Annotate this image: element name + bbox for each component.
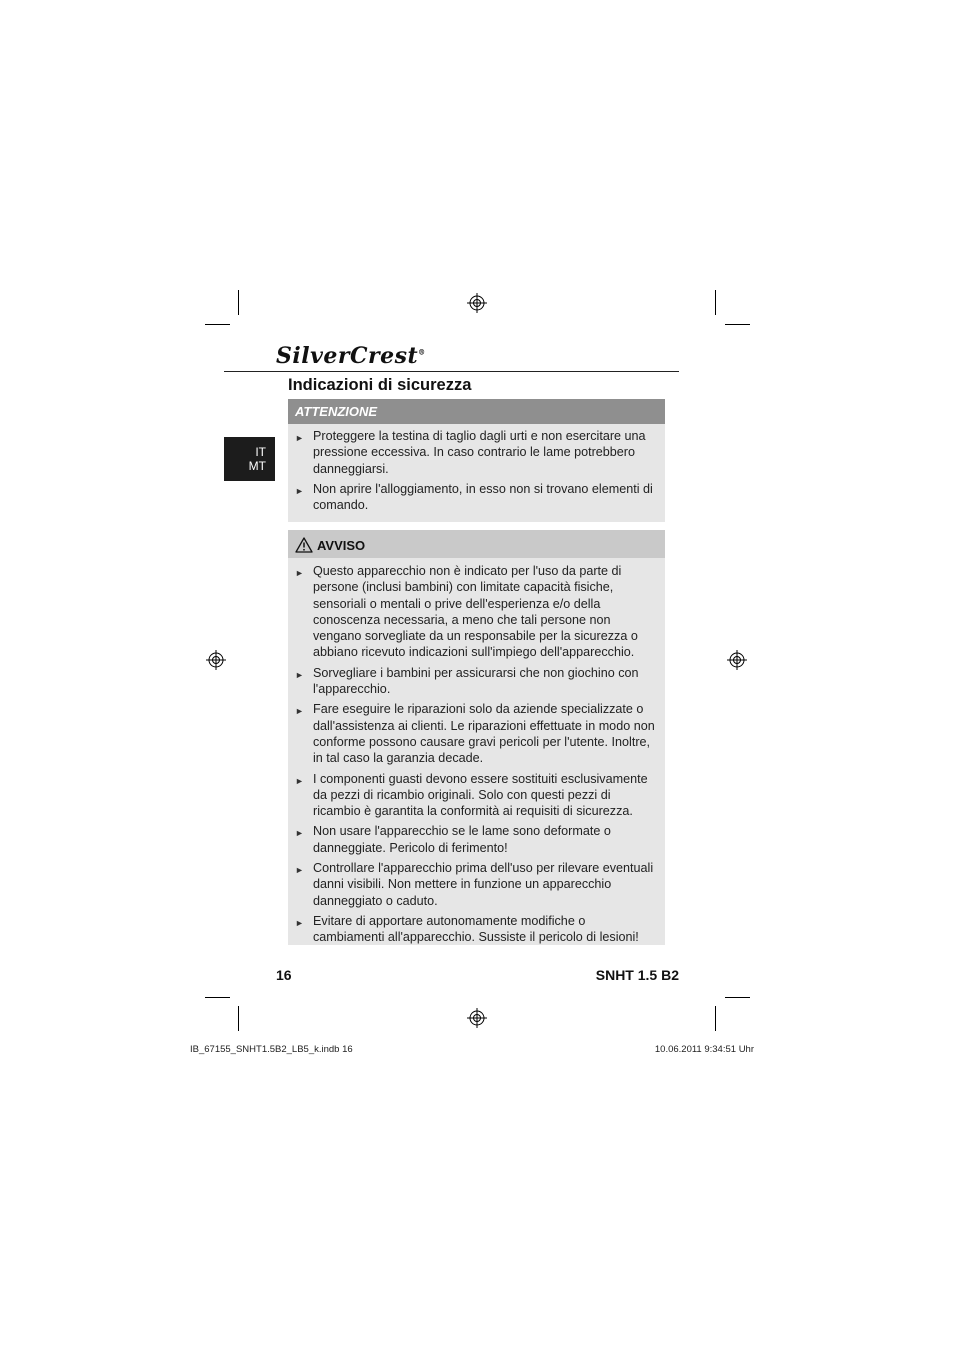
- list-item-text: Proteggere la testina di taglio dagli urti e non esercitare una pressione eccessiva. In caso contrario le lame potrebbero danneggiarsi.: [313, 429, 646, 476]
- attenzione-heading: ATTENZIONE: [288, 399, 665, 424]
- arrow-bullet-icon: ►: [295, 775, 304, 786]
- brand-name: SilverCrest: [276, 343, 419, 369]
- registration-mark-icon: [467, 1008, 487, 1028]
- warning-triangle-icon: [295, 537, 313, 553]
- list-item-text: Non usare l'apparecchio se le lame sono deformate o danneggiate. Pericolo di ferimento!: [313, 824, 611, 855]
- list-item-text: Questo apparecchio non è indicato per l'uso da parte di persone (inclusi bambini) con limitate capacità fisiche, sensoriali o mentali o prive dell'esperienza e/o della conoscenza necessaria, a meno che tali persone non vengano sorvegliate da un responsabile per la sicurezza o abbiano ricevuto indicazioni sull'impiego dell'apparecchio.: [313, 564, 638, 660]
- arrow-bullet-icon: ►: [295, 706, 304, 717]
- language-code: MT: [248, 459, 266, 473]
- list-item: [295, 913, 655, 946]
- registration-mark-icon: [727, 650, 747, 670]
- crop-mark: [238, 290, 239, 315]
- language-tab: [224, 437, 275, 481]
- crop-mark: [725, 324, 750, 325]
- crop-mark: [205, 324, 230, 325]
- attenzione-box: [288, 399, 665, 522]
- arrow-bullet-icon: ►: [295, 669, 304, 680]
- registration-mark-icon: [467, 293, 487, 313]
- list-item-text: Evitare di apportare autonomamente modifiche o cambiamenti all'apparecchio. Sussiste il pericolo di lesioni!: [313, 913, 639, 945]
- avviso-heading: AVVISO: [317, 538, 366, 553]
- list-item-text: Fare eseguire le riparazioni solo da aziende specializzate o dall'assistenza ai clienti. Le riparazioni effettuate in modo non conforme possono causare gravi pericoli per l'utente. Inoltre, in tal caso la garanzia decade.: [313, 702, 655, 766]
- list-item-text: Non aprire l'alloggiamento, in esso non si trovano elementi di comando.: [313, 481, 653, 513]
- list-item: [295, 665, 655, 698]
- arrow-bullet-icon: ►: [295, 433, 304, 443]
- list-item-text: I componenti guasti devono essere sostituiti esclusivamente da pezzi di ricambio originali. Solo con questi pezzi di ricambio è garantita la conformità ai requisiti di sicurezza.: [313, 771, 648, 819]
- avviso-header: [288, 530, 665, 558]
- registration-mark-icon: [206, 650, 226, 670]
- page-number: 16: [276, 967, 292, 983]
- list-item-text: Controllare l'apparecchio prima dell'uso per rilevare eventuali danni visibili. Non mettere in funzione un apparecchio danneggiato o caduto.: [313, 861, 654, 908]
- arrow-bullet-icon: ►: [295, 485, 304, 496]
- crop-mark: [238, 1006, 239, 1031]
- print-slug-timestamp: 10.06.2011 9:34:51 Uhr: [654, 1044, 754, 1055]
- list-item: [295, 823, 655, 856]
- list-item: [295, 771, 655, 820]
- list-item-text: Sorvegliare i bambini per assicurarsi che non giochino con l'apparecchio.: [313, 665, 639, 697]
- crop-mark: [715, 290, 716, 315]
- list-item: [295, 428, 655, 477]
- arrow-bullet-icon: ►: [295, 568, 304, 578]
- section-title: Indicazioni di sicurezza: [288, 376, 472, 394]
- list-item: [295, 860, 655, 909]
- language-code: IT: [255, 445, 266, 459]
- print-slug-file: IB_67155_SNHT1.5B2_LB5_k.indb 16: [190, 1044, 353, 1055]
- avviso-box: [288, 530, 665, 945]
- arrow-bullet-icon: ►: [295, 865, 304, 876]
- header-rule: [224, 371, 679, 372]
- list-item: [295, 481, 655, 514]
- model-number: SNHT 1.5 B2: [595, 967, 679, 983]
- crop-mark: [205, 997, 230, 998]
- crop-mark: [715, 1006, 716, 1031]
- arrow-bullet-icon: ►: [295, 828, 304, 839]
- list-item: [295, 563, 655, 661]
- arrow-bullet-icon: ►: [295, 917, 304, 928]
- list-item: [295, 701, 655, 766]
- brand-logo: SilverCrest®: [276, 343, 426, 369]
- crop-mark: [725, 997, 750, 998]
